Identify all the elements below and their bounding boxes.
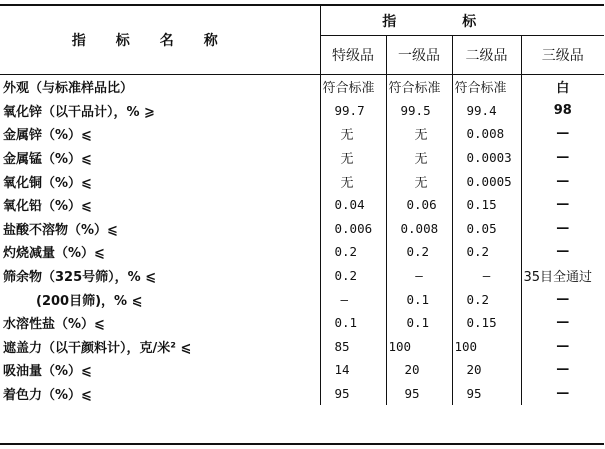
grade-third-cell: —: [556, 362, 570, 378]
row-label: (200目筛)，% ⩽: [0, 287, 320, 311]
grade-third-header: 三级品: [521, 36, 604, 75]
grade-first-cell: 无: [386, 146, 452, 170]
table-row: [0, 193, 604, 217]
grade-first-cell: 0.008: [386, 217, 452, 241]
grade-special-cell: 无: [320, 146, 386, 170]
grade-special-cell: —: [320, 287, 386, 311]
table-row: [0, 169, 604, 193]
table-row: [0, 382, 604, 406]
grade-second-cell: 0.008: [452, 122, 521, 146]
grade-second-cell: 100: [452, 335, 521, 359]
table-row: [0, 287, 604, 311]
grade-special-cell: 95: [320, 382, 386, 406]
grade-special-cell: 0.006: [320, 217, 386, 241]
row-label: 氧化锌（以干品计），% ⩾: [0, 99, 320, 123]
table-row: [0, 217, 604, 241]
grade-special-cell: 符合标准: [320, 75, 386, 99]
row-label: 吸油量（%）⩽: [0, 358, 320, 382]
grade-third-cell: —: [556, 150, 570, 166]
grade-third-cell: 35目全通过: [523, 270, 593, 286]
grade-special-header: 特级品: [320, 36, 386, 75]
table-row: [0, 264, 604, 288]
grade-third-cell: —: [556, 173, 570, 189]
grade-second-cell: 20: [452, 358, 521, 382]
row-label: 氧化铜（%）⩽: [0, 169, 320, 193]
grade-third-cell: —: [556, 197, 570, 213]
table-row: [0, 75, 604, 99]
table-header: [0, 5, 604, 75]
table-row: [0, 335, 604, 359]
table-row: [0, 358, 604, 382]
specification-table: [0, 4, 604, 405]
grade-first-cell: 0.06: [386, 193, 452, 217]
table-row: [0, 146, 604, 170]
grade-second-cell: 0.2: [452, 287, 521, 311]
grade-first-cell: 无: [386, 122, 452, 146]
grade-second-cell: 0.0003: [452, 146, 521, 170]
grade-special-cell: 99.7: [320, 99, 386, 123]
row-label: 筛余物（325号筛），% ⩽: [0, 264, 320, 288]
row-label: 着色力（%）⩽: [0, 382, 320, 406]
indicator-name-header: 指标名称: [0, 6, 320, 75]
grade-special-cell: 无: [320, 122, 386, 146]
table-row: [0, 311, 604, 335]
table-row: [0, 99, 604, 123]
table-row: [0, 240, 604, 264]
grade-second-cell: 99.4: [452, 99, 521, 123]
grade-first-cell: 0.1: [386, 287, 452, 311]
table-row: [0, 122, 604, 146]
grade-third-cell: 白: [556, 81, 570, 97]
grade-third-cell: —: [556, 126, 570, 142]
indicator-group-header: 指标: [320, 6, 604, 36]
grade-second-cell: 0.05: [452, 217, 521, 241]
grade-second-cell: 0.2: [452, 240, 521, 264]
table-bottom-rule: [0, 443, 604, 445]
grade-special-cell: 14: [320, 358, 386, 382]
grade-third-cell: —: [556, 386, 570, 402]
row-label: 水溶性盐（%）⩽: [0, 311, 320, 335]
grade-second-cell: 0.15: [452, 193, 521, 217]
row-label: 盐酸不溶物（%）⩽: [0, 217, 320, 241]
grade-third-cell: —: [556, 220, 570, 236]
grade-second-cell: 95: [452, 382, 521, 406]
grade-second-cell: 符合标准: [452, 75, 521, 99]
grade-second-cell: —: [452, 264, 521, 288]
grade-special-cell: 0.2: [320, 240, 386, 264]
grade-first-cell: 0.2: [386, 240, 452, 264]
grade-third-cell: —: [556, 338, 570, 354]
grade-third-cell: —: [556, 315, 570, 331]
grade-first-cell: 100: [386, 335, 452, 359]
grade-first-cell: 符合标准: [386, 75, 452, 99]
specification-table-frame: [0, 4, 604, 447]
row-label: 金属锰（%）⩽: [0, 146, 320, 170]
grade-third-cell: —: [556, 291, 570, 307]
row-label: 金属锌（%）⩽: [0, 122, 320, 146]
grade-special-cell: 85: [320, 335, 386, 359]
grade-first-cell: 0.1: [386, 311, 452, 335]
grade-second-cell: 0.0005: [452, 169, 521, 193]
grade-first-cell: 99.5: [386, 99, 452, 123]
grade-first-cell: 20: [386, 358, 452, 382]
grade-second-header: 二级品: [452, 36, 521, 75]
row-label: 氧化铅（%）⩽: [0, 193, 320, 217]
grade-first-cell: 95: [386, 382, 452, 406]
grade-first-header: 一级品: [386, 36, 452, 75]
grade-third-cell: 98: [553, 102, 572, 118]
grade-special-cell: 0.1: [320, 311, 386, 335]
grade-third-cell: —: [556, 244, 570, 260]
grade-second-cell: 0.15: [452, 311, 521, 335]
table-body: [0, 75, 604, 406]
grade-special-cell: 0.2: [320, 264, 386, 288]
row-label: 遮盖力（以干颜料计），克/米² ⩽: [0, 335, 320, 359]
grade-first-cell: 无: [386, 169, 452, 193]
row-label: 灼烧减量（%）⩽: [0, 240, 320, 264]
row-label: 外观（与标准样品比）: [0, 75, 320, 99]
grade-special-cell: 0.04: [320, 193, 386, 217]
grade-first-cell: —: [386, 264, 452, 288]
grade-special-cell: 无: [320, 169, 386, 193]
